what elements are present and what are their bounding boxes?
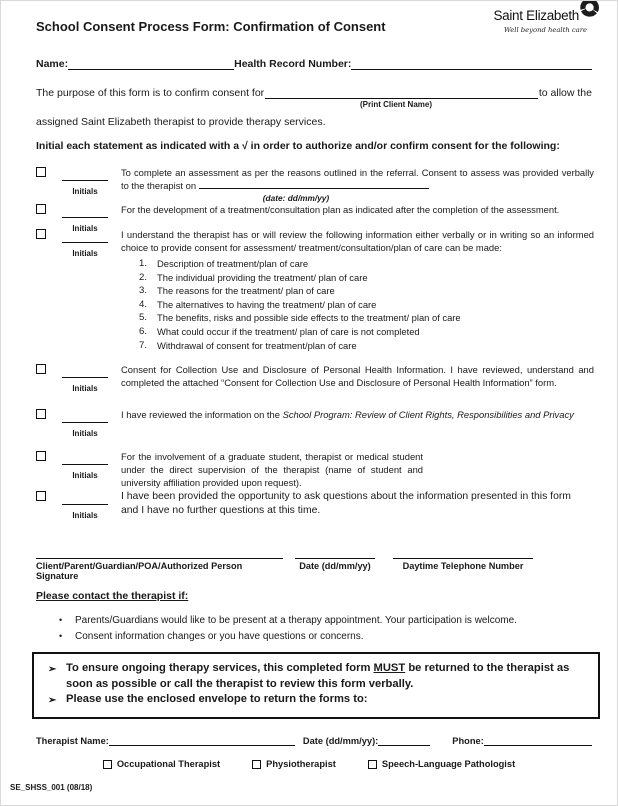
initials-line-3[interactable] bbox=[62, 237, 108, 243]
initials-label: Initials bbox=[72, 429, 98, 438]
bullet-item: • Consent information changes or you have questions or concerns. bbox=[59, 629, 517, 645]
date-format-caption: (date: dd/mm/yy) bbox=[262, 193, 330, 203]
initials-label: Initials bbox=[72, 224, 98, 233]
discipline-checkbox-physiotherapist[interactable] bbox=[252, 760, 261, 769]
initials-label: Initials bbox=[72, 471, 98, 480]
consent-checkbox-3[interactable] bbox=[36, 229, 46, 239]
discipline-checkbox-speech-language-pathologist[interactable] bbox=[368, 760, 377, 769]
signature-line[interactable] bbox=[36, 547, 283, 559]
list-item: 2. The individual providing the treatment/ plan of care bbox=[139, 271, 368, 283]
return-instructions-box bbox=[32, 652, 600, 719]
bullet-icon: • bbox=[59, 615, 63, 625]
telephone-line[interactable] bbox=[393, 547, 533, 559]
saint-elizabeth-swirl-icon bbox=[580, 0, 599, 17]
purpose-section bbox=[36, 87, 592, 128]
initials-line-7[interactable] bbox=[62, 499, 108, 505]
item3-text: I understand the therapist has or will review the following information either verbally or in writing so an informed choice to provide consent for assessment/ treatment/consultation/plan of care can be made: bbox=[121, 229, 594, 253]
information-review-list bbox=[121, 257, 594, 352]
item7-text: I have been provided the opportunity to ask questions about the information presented in this form and I have no further questions at this time. bbox=[121, 491, 571, 516]
initials-label: Initials bbox=[72, 187, 98, 196]
therapist-phone-label: Phone: bbox=[452, 736, 484, 746]
telephone-label: Daytime Telephone Number bbox=[402, 561, 524, 571]
list-item: 1. Description of treatment/plan of care bbox=[139, 258, 309, 269]
notice-item-1: ➢ To ensure ongoing therapy services, this completed form MUST be returned to the therapist as soon as possible or call the therapist to review this form verbally. bbox=[48, 661, 588, 692]
signature-label: Client/Parent/Guardian/POA/Authorized Person Signature bbox=[36, 561, 243, 581]
list-item: 3. The reasons for the treatment/ plan of care bbox=[139, 285, 335, 297]
list-item: 7. Withdrawal of consent for treatment/plan of care bbox=[139, 339, 357, 351]
discipline-option-occupational-therapist: Occupational Therapist bbox=[103, 759, 220, 769]
therapist-name-line[interactable] bbox=[109, 735, 295, 746]
signature-section bbox=[36, 547, 533, 581]
brand-name: Saint Elizabeth bbox=[493, 8, 579, 23]
contact-bullet-list bbox=[59, 613, 517, 644]
item5-italic: School Program: Review of Client Rights, Responsibilities and Privacy bbox=[282, 409, 574, 420]
therapist-date-label: Date (dd/mm/yy): bbox=[302, 736, 379, 746]
initial-instruction: Initial each statement as indicated with a √ in order to authorize and/or confirm consent for the following: bbox=[36, 140, 560, 152]
consent-checkbox-2[interactable] bbox=[36, 204, 46, 214]
item1-text: To complete an assessment as per the reasons outlined in the referral. Consent to assess was provided verbally to the therapist on bbox=[121, 167, 594, 191]
list-item: 6. What could occur if the treatment/ plan of care is not completed bbox=[139, 325, 420, 337]
arrow-bullet-icon: ➢ bbox=[48, 695, 57, 706]
must-emphasis: MUST bbox=[373, 662, 406, 674]
purpose-tail: to allow the bbox=[538, 87, 592, 99]
identity-row bbox=[36, 58, 592, 70]
initials-label: Initials bbox=[72, 384, 98, 393]
consent-checkbox-5[interactable] bbox=[36, 409, 46, 419]
consent-item-questions bbox=[36, 490, 594, 523]
signature-date-line[interactable] bbox=[295, 547, 375, 559]
notice-item-2: ➢ Please use the enclosed envelope to return the forms to: bbox=[48, 692, 588, 709]
page-title: School Consent Process Form: Confirmation of Consent bbox=[36, 19, 386, 34]
therapist-date-line[interactable] bbox=[378, 735, 430, 746]
initials-label: Initials bbox=[72, 249, 98, 258]
initials-line-4[interactable] bbox=[62, 372, 108, 378]
consent-item-student-involvement bbox=[36, 450, 594, 489]
discipline-option-speech-language-pathologist: Speech-Language Pathologist bbox=[368, 759, 515, 769]
item6-text: For the involvement of a graduate student, therapist or medical student under the direct supervision of the therapist (name of student and university affiliation provided upon request). bbox=[121, 451, 423, 488]
hrn-label: Health Record Number: bbox=[234, 58, 352, 70]
initials-line-5[interactable] bbox=[62, 417, 108, 423]
discipline-row bbox=[1, 759, 617, 769]
initials-line-6[interactable] bbox=[62, 459, 108, 465]
consent-checkbox-1[interactable] bbox=[36, 167, 46, 177]
saint-elizabeth-logo bbox=[473, 7, 593, 34]
bullet-icon: • bbox=[59, 630, 63, 641]
consent-checkbox-4[interactable] bbox=[36, 364, 46, 374]
health-record-number-line[interactable] bbox=[351, 58, 592, 70]
initials-label: Initials bbox=[72, 511, 98, 520]
therapist-info-row bbox=[36, 735, 592, 746]
purpose-line2: assigned Saint Elizabeth therapist to provide therapy services. bbox=[36, 116, 326, 128]
item2-text: For the development of a treatment/consultation plan as indicated after the completion of the assessment. bbox=[121, 204, 560, 215]
bullet-item: • Parents/Guardians would like to be present at a therapy appointment. Your participation is welcome. bbox=[59, 613, 517, 629]
client-name-line[interactable] bbox=[265, 87, 538, 99]
item4-text: Consent for Collection Use and Disclosure of Personal Health Information. I have reviewed, understand and completed the attached “Consent for Collection Use and Disclosure of Personal Health Information” form. bbox=[121, 364, 594, 388]
discipline-checkbox-occupational-therapist[interactable] bbox=[103, 760, 112, 769]
initials-line-1[interactable] bbox=[62, 175, 108, 181]
form-code: SE_SHSS_001 (08/18) bbox=[10, 783, 93, 792]
name-label: Name: bbox=[36, 58, 69, 70]
consent-checkbox-7[interactable] bbox=[36, 491, 46, 501]
list-item: 5. The benefits, risks and possible side effects to the treatment/ plan of care bbox=[139, 312, 461, 324]
therapist-phone-line[interactable] bbox=[484, 735, 592, 746]
consent-item-rights-review bbox=[36, 408, 594, 441]
consent-checkbox-6[interactable] bbox=[36, 451, 46, 461]
arrow-bullet-icon: ➢ bbox=[48, 664, 57, 675]
consent-item-information-review bbox=[36, 228, 594, 352]
initials-line-2[interactable] bbox=[62, 212, 108, 218]
discipline-option-physiotherapist: Physiotherapist bbox=[252, 759, 336, 769]
contact-therapist-heading: Please contact the therapist if: bbox=[36, 590, 189, 602]
therapist-name-label: Therapist Name: bbox=[36, 736, 109, 746]
item5-text: I have reviewed the information on the bbox=[121, 409, 283, 420]
signature-date-label: Date (dd/mm/yy) bbox=[299, 561, 371, 571]
assessment-date-line[interactable] bbox=[199, 180, 429, 189]
name-field-line[interactable] bbox=[68, 58, 234, 70]
print-client-name-caption: (Print Client Name) bbox=[359, 100, 432, 109]
list-item: 4. The alternatives to having the treatment/ plan of care bbox=[139, 298, 377, 310]
brand-tagline: Well beyond health care bbox=[503, 26, 587, 34]
consent-item-phi-disclosure bbox=[36, 363, 594, 396]
purpose-lead: The purpose of this form is to confirm consent for bbox=[36, 87, 265, 99]
consent-item-assessment bbox=[36, 166, 594, 205]
